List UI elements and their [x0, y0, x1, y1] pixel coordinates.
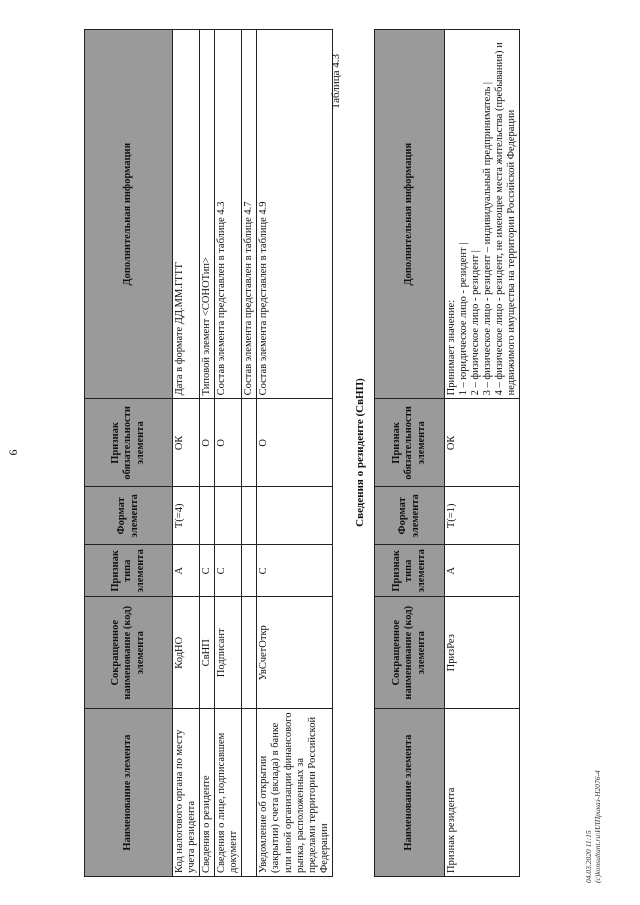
- cell-required: О: [200, 399, 215, 487]
- cell-format: [242, 487, 257, 545]
- table-label: Таблица 4.3: [330, 54, 342, 110]
- elements-table-main: [84, 29, 333, 877]
- cell-format: [257, 487, 332, 545]
- page-number: 6: [6, 449, 20, 456]
- cell-code: Подписант: [215, 597, 242, 709]
- cell-code: [242, 597, 257, 709]
- table-row: [215, 30, 242, 877]
- cell-code: УвСчетОткр: [257, 597, 332, 709]
- cell-type: С: [257, 545, 332, 597]
- cell-info: Типовой элемент <СОНОТип>: [200, 30, 215, 399]
- col-header-format: Формат элемента: [375, 487, 445, 545]
- cell-info: Состав элемента представлен в таблице 4.7: [242, 30, 257, 399]
- table-row: [242, 30, 257, 877]
- cell-required: ОК: [445, 399, 520, 487]
- cell-code: ПризРез: [445, 597, 520, 709]
- col-header-name: Наименование элемента: [375, 709, 445, 877]
- col-header-required: Признак обязательности элемента: [375, 399, 445, 487]
- footer-source: (c)konsultant.ru\ИЛПриказ-Н2076-4: [593, 770, 602, 883]
- cell-code: КодНО: [173, 597, 200, 709]
- cell-type: С: [200, 545, 215, 597]
- table-row: [257, 30, 332, 877]
- table-row: [200, 30, 215, 877]
- cell-info: Состав элемента представлен в таблице 4.9: [257, 30, 332, 399]
- cell-info: Дата в формате ДД.ММ.ГГГГ: [173, 30, 200, 399]
- col-header-code: Сокращенное наименование (код) элемента: [85, 597, 173, 709]
- cell-type: А: [173, 545, 200, 597]
- cell-name: Сведения о резиденте: [200, 709, 215, 877]
- footer-date: 04.03.2020 11:15: [584, 830, 593, 883]
- col-header-info: Дополнительная информация: [85, 30, 173, 399]
- cell-info: Принимает значение: 1 – юридическое лицо - резидент | 2 – физическое лицо - резидент | 3 – физическое лицо - резидент – индивидуальный предприниматель | 4 – физическое лицо - резидент, не имеющее места жительства (пребывания) и недвижимого имущества на территории Российской Федерации: [445, 30, 520, 399]
- cell-required: ОК: [173, 399, 200, 487]
- cell-name: Признак резидента: [445, 709, 520, 877]
- col-header-format: Формат элемента: [85, 487, 173, 545]
- cell-type: [242, 545, 257, 597]
- table-row: [173, 30, 200, 877]
- table-row: [445, 30, 520, 877]
- elements-table-resident: [374, 29, 520, 877]
- cell-name: Код налогового органа по месту учета резидента: [173, 709, 200, 877]
- cell-code: СвНП: [200, 597, 215, 709]
- col-header-info: Дополнительная информация: [375, 30, 445, 399]
- cell-format: T(=1): [445, 487, 520, 545]
- cell-required: О: [215, 399, 242, 487]
- cell-required: О: [257, 399, 332, 487]
- cell-info: Состав элемента представлен в таблице 4.3: [215, 30, 242, 399]
- cell-format: [200, 487, 215, 545]
- table-caption: Сведения о резиденте (СвНП): [354, 378, 366, 527]
- footer-stamp: [584, 770, 602, 883]
- cell-name: [242, 709, 257, 877]
- cell-format: [215, 487, 242, 545]
- cell-type: А: [445, 545, 520, 597]
- cell-type: С: [215, 545, 242, 597]
- col-header-required: Признак обязательности элемента: [85, 399, 173, 487]
- cell-name: Сведения о лице, подписавшем документ: [215, 709, 242, 877]
- col-header-type: Признак типа элемента: [375, 545, 445, 597]
- cell-format: T(=4): [173, 487, 200, 545]
- col-header-type: Признак типа элемента: [85, 545, 173, 597]
- col-header-name: Наименование элемента: [85, 709, 173, 877]
- cell-name: Уведомление об открытии (закрытии) счета (вклада) в банке или иной организации финансового рынка, расположенных за пределами территории Российской Федерации: [257, 709, 332, 877]
- cell-required: [242, 399, 257, 487]
- col-header-code: Сокращенное наименование (код) элемента: [375, 597, 445, 709]
